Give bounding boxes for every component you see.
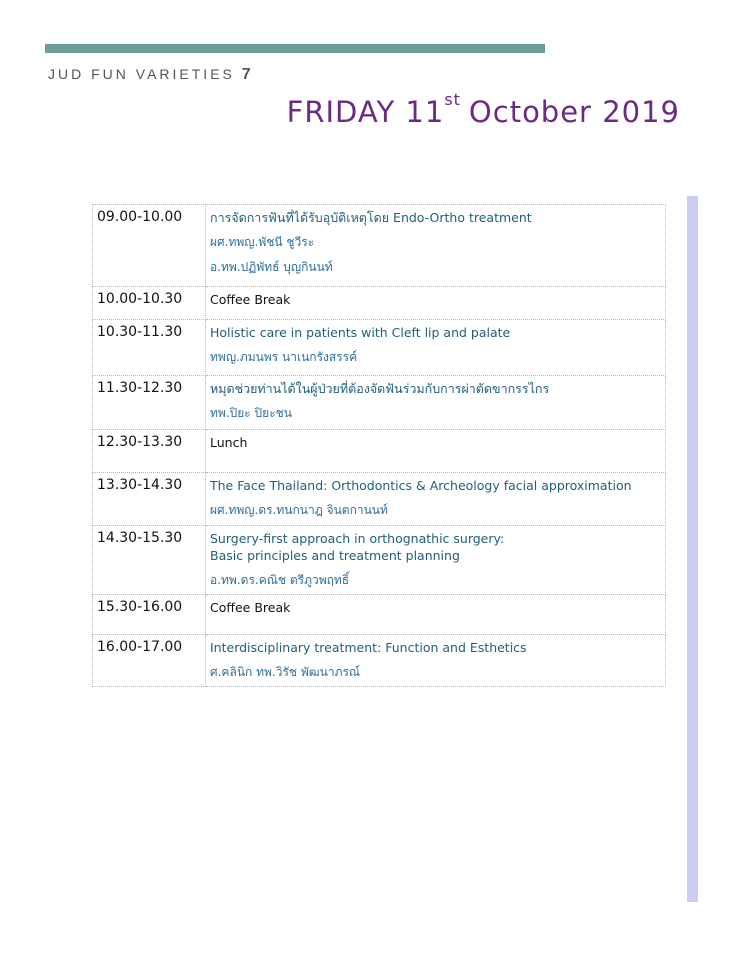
date-heading [286,90,680,129]
time-slot: 15.30-16.00 [93,595,206,635]
time-slot: 12.30-13.30 [93,430,206,473]
topic-title: หมุดช่วยท่านได้ในผู้ป่วยที่ต้องจัดฟันร่วมกับการผ่าตัดขากรรไกร [210,381,550,396]
topic-cell [206,320,666,376]
topic-title: The Face Thailand: Orthodontics & Archeology facial approximation [210,478,632,493]
table-row [93,205,666,287]
speaker-name: ทพญ.ภมนพร นาเนกรังสรรค์ [210,350,358,364]
topic-title: Coffee Break [210,292,291,307]
topic-cell [206,526,666,595]
event-name-text: JUD FUN VARIETIES [48,66,235,82]
topic-cell [206,287,666,320]
topic-cell [206,473,666,526]
table-row [93,473,666,526]
table-row [93,320,666,376]
topic-title: Holistic care in patients with Cleft lip and palate [210,325,511,340]
table-row [93,287,666,320]
speaker-name: ทพ.ปิยะ ปิยะชน [210,406,292,420]
topic-cell [206,430,666,473]
table-row [93,430,666,473]
side-accent-bar [687,196,698,902]
speaker-name: ผศ.ทพญ.ดร.ทนกนาฎ จินตกานนท์ [210,503,388,517]
speaker-name: อ.ทพ.ปฏิพัทธ์ บุญกินนท์ [210,260,333,274]
table-row [93,376,666,430]
time-slot: 11.30-12.30 [93,376,206,430]
table-row [93,526,666,595]
time-slot: 16.00-17.00 [93,635,206,687]
speaker-name: ผศ.ทพญ.พัชนี ชูวีระ [210,235,315,249]
topic-title: การจัดการฟันที่ได้รับอุบัติเหตุโดย Endo-Ortho treatment [210,210,532,225]
topic-cell [206,205,666,287]
event-number: 7 [241,66,251,83]
topic-title: Interdisciplinary treatment: Function and Esthetics [210,640,527,655]
speaker-name: อ.ทพ.ดร.คณิช ตรีภูวพฤทธิ์ [210,573,350,587]
date-number: 11 [405,95,445,129]
topic-title: Lunch [210,435,248,450]
speaker-name: ศ.คลินิก ทพ.วิรัช พัฒนาภรณ์ [210,665,361,679]
topic-cell [206,595,666,635]
topic-title: Surgery-first approach in orthognathic surgery: [210,531,505,546]
time-slot: 10.30-11.30 [93,320,206,376]
topic-title-line2: Basic principles and treatment planning [210,548,460,563]
topic-cell [206,635,666,687]
event-name [48,66,251,84]
month-year: October 2019 [468,95,680,129]
time-slot: 10.00-10.30 [93,287,206,320]
table-row [93,595,666,635]
topic-cell [206,376,666,430]
time-slot: 09.00-10.00 [93,205,206,287]
day-label: FRIDAY [286,95,396,129]
date-suffix: st [444,90,461,110]
table-row [93,635,666,687]
time-slot: 14.30-15.30 [93,526,206,595]
time-slot: 13.30-14.30 [93,473,206,526]
header-accent-bar [45,44,545,53]
topic-title: Coffee Break [210,600,291,615]
schedule-table [92,204,666,687]
